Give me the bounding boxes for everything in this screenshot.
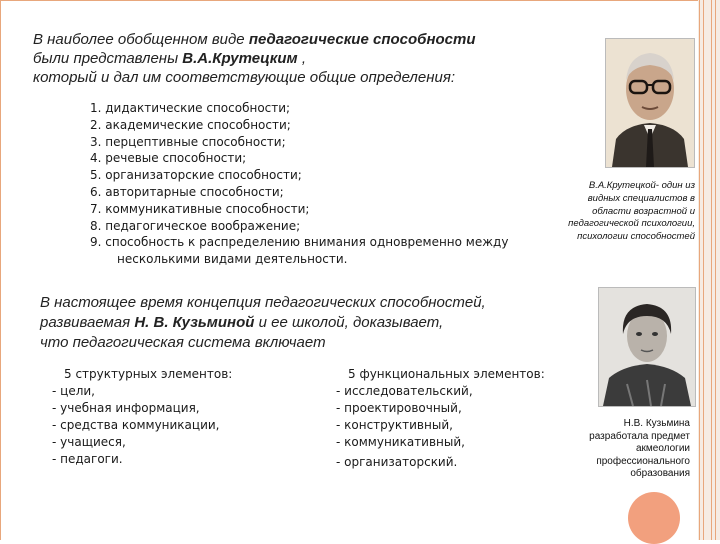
frame-line (703, 0, 704, 540)
author-kuzmina: Н. В. Кузьминой (134, 314, 255, 331)
kuzmina-caption-text: разработала предмет акмеологии профессионального образования (589, 430, 690, 479)
list-item: - организаторский. (336, 455, 458, 469)
list-item: 2. академические способности; (90, 117, 291, 132)
kuzmina-line-2: развиваемая Н. В. Кузьминой и ее школой, доказывает, (40, 314, 444, 331)
frame-top-line (0, 0, 698, 1)
portrait-icon (599, 288, 695, 406)
functional-heading: 5 функциональных элементов: (348, 367, 545, 381)
list-item: 1. дидактические способности; (90, 101, 291, 115)
list-item: 3. перцептивные способности; (90, 134, 286, 149)
frame-right-band (698, 0, 720, 540)
intro-paragraph (33, 30, 573, 87)
intro-line-1: В наиболее обобщенном виде педагогические способности (33, 31, 476, 48)
list-item: - средства коммуникации, (52, 418, 220, 432)
kuzmina-portrait (598, 287, 696, 407)
kuzmina-paragraph (40, 293, 540, 353)
krutetsky-caption: В.А.Крутецкой- один из видных специалистов в области возрастной и педагогической психологии, психологии способностей (568, 180, 695, 243)
intro-line-2: были представлены В.А.Крутецким , (33, 50, 306, 67)
list-item: - педагоги. (52, 452, 123, 466)
list-item: 4. речевые способности; (90, 151, 247, 166)
list-item: - исследовательский, (336, 384, 473, 398)
frame-left-line (0, 0, 1, 540)
krutetsky-portrait (605, 38, 695, 168)
list-item: 6. авторитарные способности; (90, 184, 284, 199)
intro-line-3: который и дал им соответствующие общие определения: (33, 69, 456, 86)
decorative-circle (628, 492, 680, 544)
list-item: - учебная информация, (52, 401, 200, 415)
kuzmina-line-1: В настоящее время концепция педагогических способностей, (40, 294, 486, 311)
frame-line (699, 0, 700, 540)
list-item: - цели, (52, 384, 95, 398)
author-krutetsky: В.А.Крутецким (182, 50, 298, 67)
structural-elements (52, 366, 232, 468)
list-item: - конструктивный, (336, 418, 453, 432)
frame-line (715, 0, 716, 540)
term-pedagogical-abilities: педагогические способности (248, 31, 476, 48)
list-item: 5. организаторские способности; (90, 168, 302, 183)
kuzmina-line-3: что педагогическая система включает (40, 334, 326, 351)
list-item: 8. педагогическое воображение; (90, 218, 301, 233)
list-item: 7. коммуникативные способности; (90, 201, 310, 216)
abilities-list (90, 100, 530, 268)
list-item: 9. способность к распределению внимания одновременно между (90, 235, 509, 250)
kuzmina-caption (560, 418, 690, 481)
structural-heading: 5 структурных элементов: (64, 367, 233, 381)
list-item: - проектировочный, (336, 401, 462, 415)
list-item-continuation: несколькими видами деятельности. (117, 252, 348, 267)
list-item: - учащиеся, (52, 435, 126, 449)
frame-line (711, 0, 712, 540)
kuzmina-caption-name: Н.В. Кузьмина (623, 418, 690, 429)
portrait-icon (606, 39, 694, 167)
list-item: - коммуникативный, (336, 435, 465, 449)
functional-elements (336, 366, 545, 471)
